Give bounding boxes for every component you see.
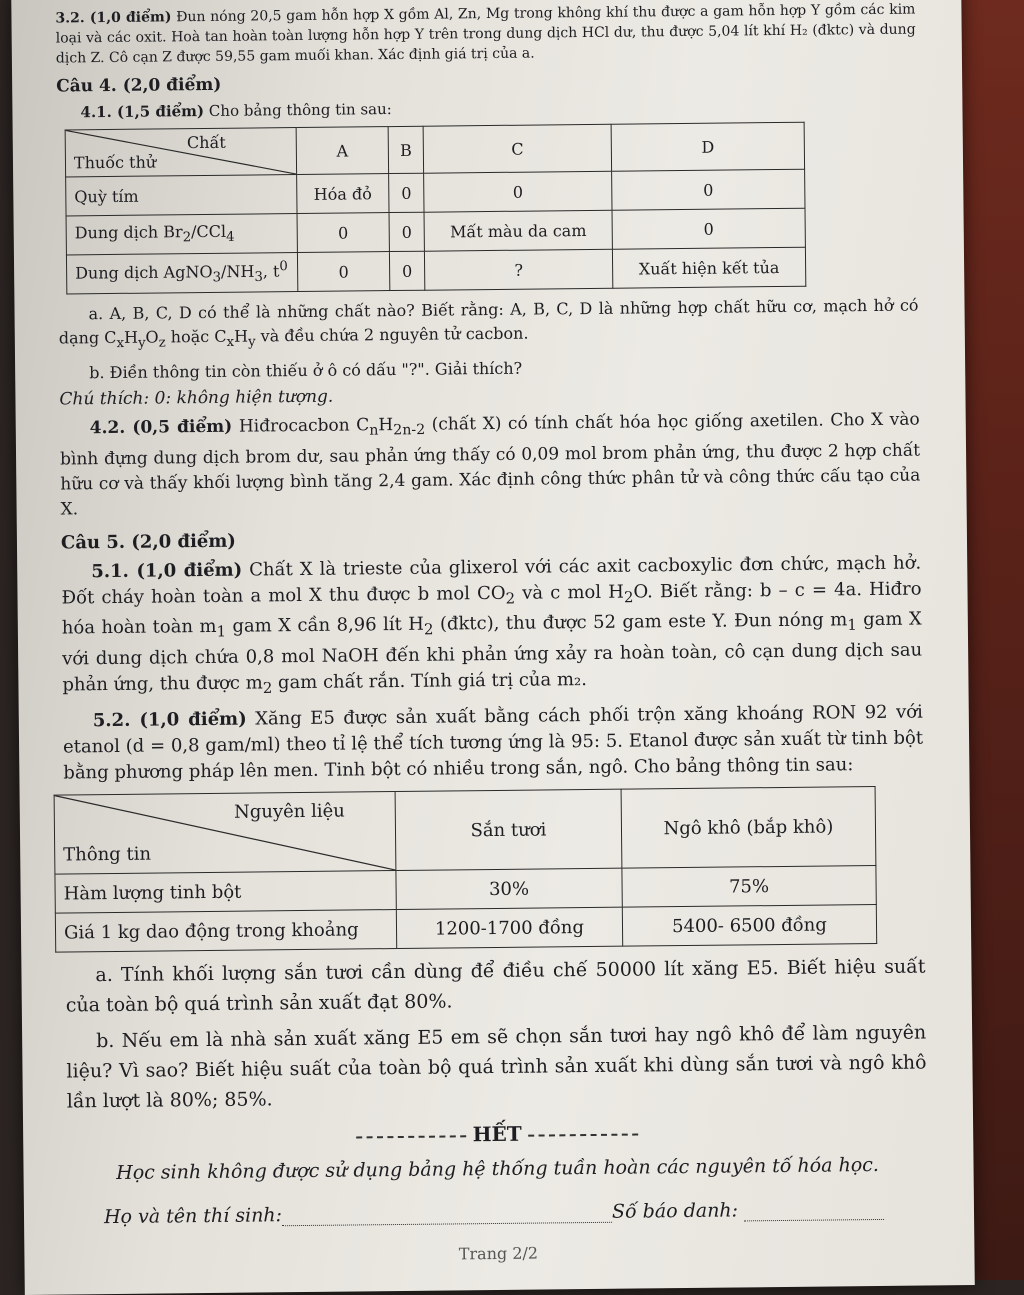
table-cell: ?	[425, 249, 613, 290]
dash-line	[528, 1133, 638, 1136]
problem-4-1-intro	[80, 94, 916, 124]
text: . Biết rằng: b – c = 4a. Hiđro hóa hoàn toàn	[61, 578, 922, 639]
table-cell: 1200-1700 đồng	[396, 908, 622, 949]
column-header: B	[388, 126, 424, 173]
table-cell: 5400- 6500 đồng	[622, 905, 876, 947]
table-cell: 0	[612, 169, 805, 210]
problem-5-2-label: 5.2. (1,0 điểm)	[92, 708, 247, 732]
table-cell: 30%	[396, 869, 622, 910]
corner-bottom-label: Thuốc thử	[73, 152, 157, 173]
text: và c mol	[514, 581, 609, 604]
table-cell: 0	[297, 252, 389, 292]
reagent-table	[65, 122, 807, 295]
problem-4-2: 4.2. (0,5 điểm) Hiđrocacbon $C_nH_{2n-2}$ (chất X) có tính chất hóa học giống axetilen. Cho X vào bình đựng dung dịch brom dư, sau phản ứng thấy có 0,09 mol brom phản ứng, thu được 2 hợp chất hữu cơ và thấy khối lượng bình tăng 2,4 gam. Xác định công thức phân tử và công thức cấu tạo của X.	[59, 409, 921, 520]
corner-top-label: Chất	[186, 132, 226, 153]
page-number: Trang 2/2	[458, 1243, 539, 1264]
problem-5-1-label: 5.1. (1,0 điểm)	[91, 559, 243, 582]
subscript: 3	[254, 270, 263, 286]
subscript: 4	[226, 230, 235, 246]
column-header: Ngô khô (bắp khô)	[621, 787, 876, 869]
exam-page	[11, 0, 975, 1295]
problem-5-1: 5.1. (1,0 điểm) Chất X là trieste của glixerol với các axit cacboxylic đơn chức, mạch hở. Đốt cháy hoàn toàn a mol X thu được b mol $CO_2$ và c mol $H_2O$. Biết rằng: b – c = 4a. Hiđro hóa hoàn toàn $m_1$ gam X cần 8,96 lít $H_2$ (đktc), thu được 52 gam este Y. Đun nóng $m_1$ gam X với dung dịch chứa 0,8 mol NaOH đến khi phản ứng xảy ra hoàn toàn, cô cạn dung dịch sau phản ứng, thu được $m_2$ gam chất rắn. Tính giá trị của m₂.	[61, 552, 923, 697]
id-blank	[744, 1219, 884, 1221]
table-cell: 75%	[622, 866, 876, 908]
text: (đktc), thu được 52 gam este Y. Đun nóng	[433, 609, 831, 635]
table-cell: 0	[297, 213, 389, 253]
row-label	[66, 253, 297, 294]
table-cell: Hóa đỏ	[297, 174, 389, 214]
problem-4-2-label: 4.2. (0,5 điểm)	[89, 416, 233, 439]
name-label: Họ và tên thí sinh:	[103, 1204, 283, 1229]
candidate-fields	[104, 1198, 928, 1229]
table-row	[65, 122, 804, 177]
problem-4-1-a: a. A, B, C, D có thể là những chất nào? Biết rằng: A, B, C, D là những hợp chất hữu cơ, mạch hở có dạng $C_xH_yO_z$ hoặc $C_xH_y$ và đều chứa 2 nguyên tử cacbon.	[58, 295, 919, 352]
problem-5-2	[63, 700, 924, 787]
material-table	[54, 786, 878, 953]
text: gam X với dung dịch chứa 0,8 mol NaOH đến khi phản ứng xảy ra hoàn toàn, cô cạn dung dịch sau phản ứng, thu được	[62, 608, 923, 696]
row-label-text: , t	[262, 261, 280, 281]
header-diagonal-cell	[65, 128, 296, 177]
header-diagonal-cell	[54, 792, 396, 875]
superscript: 0	[279, 259, 288, 275]
problem-4-1-b: b. Điền thông tin còn thiếu ở ô có dấu "?". Giải thích?	[89, 358, 523, 383]
text: Hiđrocacbon	[238, 415, 357, 437]
row-label-text: /CCl	[190, 222, 227, 242]
problem-3-2-label: 3.2. (1,0 điểm)	[55, 9, 172, 27]
table-cell: Mất màu da cam	[424, 210, 612, 251]
text: và đều chứa 2 nguyên tử cacbon.	[255, 323, 529, 346]
table-cell: 0	[424, 171, 612, 212]
table-cell: 0	[612, 208, 805, 249]
name-blank	[282, 1222, 612, 1226]
exam-content	[55, 0, 928, 1268]
problem-3-2-text: Đun nóng 20,5 gam hỗn hợp X gồm Al, Zn, Mg trong không khí thu được a gam hỗn hợp Y gồm các kim loại và các oxit. Hoà tan hoàn toàn lượng hỗn hợp Y trên trong dung dịch HCl dư, thu được 5,04 lít khí H₂ (đktc) và dung dịch Z. Cô cạn Z được 59,55 gam muối khan. Xác định giá trị của a.	[55, 1, 916, 67]
text: hoặc	[165, 326, 215, 347]
text: gam X cần 8,96 lít	[225, 614, 409, 637]
note-text: Chú thích: 0: không hiện tượng.	[59, 386, 334, 410]
table-cell: 0	[389, 173, 425, 212]
problem-5-2-b: b. Nếu em là nhà sản xuất xăng E5 em sẽ chọn sắn tươi hay ngô khô để làm nguyên liệu? Vì sao? Biết hiệu suất của toàn bộ quá trình sản xuất khi dùng sắn tươi và ngô khô lần lượt là 80%; 85%.	[66, 1021, 927, 1113]
table-cell: 0	[389, 251, 425, 290]
question-5-heading: Câu 5. (2,0 điểm)	[60, 530, 236, 554]
problem-4-1-label: 4.1. (1,5 điểm)	[80, 101, 205, 122]
end-text: HẾT	[472, 1122, 522, 1147]
text: gam chất rắn. Tính giá trị của m₂.	[272, 668, 588, 694]
id-label: Số báo danh:	[611, 1199, 739, 1224]
text: (chất X) có tính chất hóa học giống axetilen. Cho X vào bình đựng dung dịch brom dư, sau phản ứng thấy có 0,09 mol brom phản ứng, thu được 2 hợp chất hữu cơ và thấy khối lượng bình tăng 2,4 gam. Xác định công thức phân tử và công thức cấu tạo của X.	[59, 409, 921, 520]
row-label: Hàm lượng tinh bột	[55, 871, 396, 914]
problem-3-2	[55, 0, 916, 69]
row-label: Quỳ tím	[66, 175, 297, 216]
table-cell: 0	[389, 212, 425, 251]
problem-5-2-a: a. Tính khối lượng sắn tươi cần dùng để điều chế 50000 lít xăng E5. Biết hiệu suất của toàn bộ quá trình sản xuất đạt 80%.	[65, 955, 926, 1017]
column-header: D	[611, 122, 805, 171]
problem-4-1-intro-text: Cho bảng thông tin sau:	[208, 100, 392, 120]
dash-line	[357, 1135, 467, 1138]
row-label-text: Dung dịch AgNO	[75, 262, 213, 283]
row-label	[66, 214, 297, 255]
corner-top-label: Nguyên liệu	[233, 800, 345, 824]
row-label-text: /NH	[220, 262, 255, 282]
table-row	[66, 247, 805, 294]
subscript: 3	[212, 270, 222, 286]
end-marker	[67, 1118, 927, 1151]
question-4-heading: Câu 4. (2,0 điểm)	[56, 74, 222, 97]
table-cell: Xuất hiện kết tủa	[612, 247, 805, 288]
column-header: C	[423, 124, 611, 173]
column-header: A	[296, 127, 388, 175]
text: Xăng E5 được sản xuất bằng cách phối trộn xăng khoáng RON 92 với etanol (d = 0,8 gam/ml) theo tỉ lệ thể tích tương ứng là 95: 5. Etanol được sản xuất từ tinh bột bằng phương pháp lên men. Tinh bột có nhiều trong sắn, ngô. Cho bảng thông tin sau:	[62, 701, 924, 784]
corner-bottom-label: Thông tin	[63, 843, 152, 866]
table-row	[55, 905, 876, 953]
subscript: 2	[182, 230, 192, 246]
footer-note: Học sinh không được sử dụng bảng hệ thống tuần hoàn các nguyên tố hóa học.	[116, 1154, 880, 1185]
text: Chất X là trieste của glixerol với các axit cacboxylic đơn chức, mạch hở. Đốt cháy hoàn toàn a mol X thu được b mol	[61, 552, 922, 609]
row-label: Giá 1 kg dao động trong khoảng	[55, 910, 396, 953]
text: a. A, B, C, D có thể là những chất nào? Biết rằng: A, B, C, D là những hợp chất hữu cơ, mạch hở có dạng	[58, 295, 919, 348]
column-header: Sắn tươi	[395, 790, 622, 871]
row-label-text: Dung dịch Br	[74, 222, 183, 243]
table-row	[54, 787, 876, 875]
